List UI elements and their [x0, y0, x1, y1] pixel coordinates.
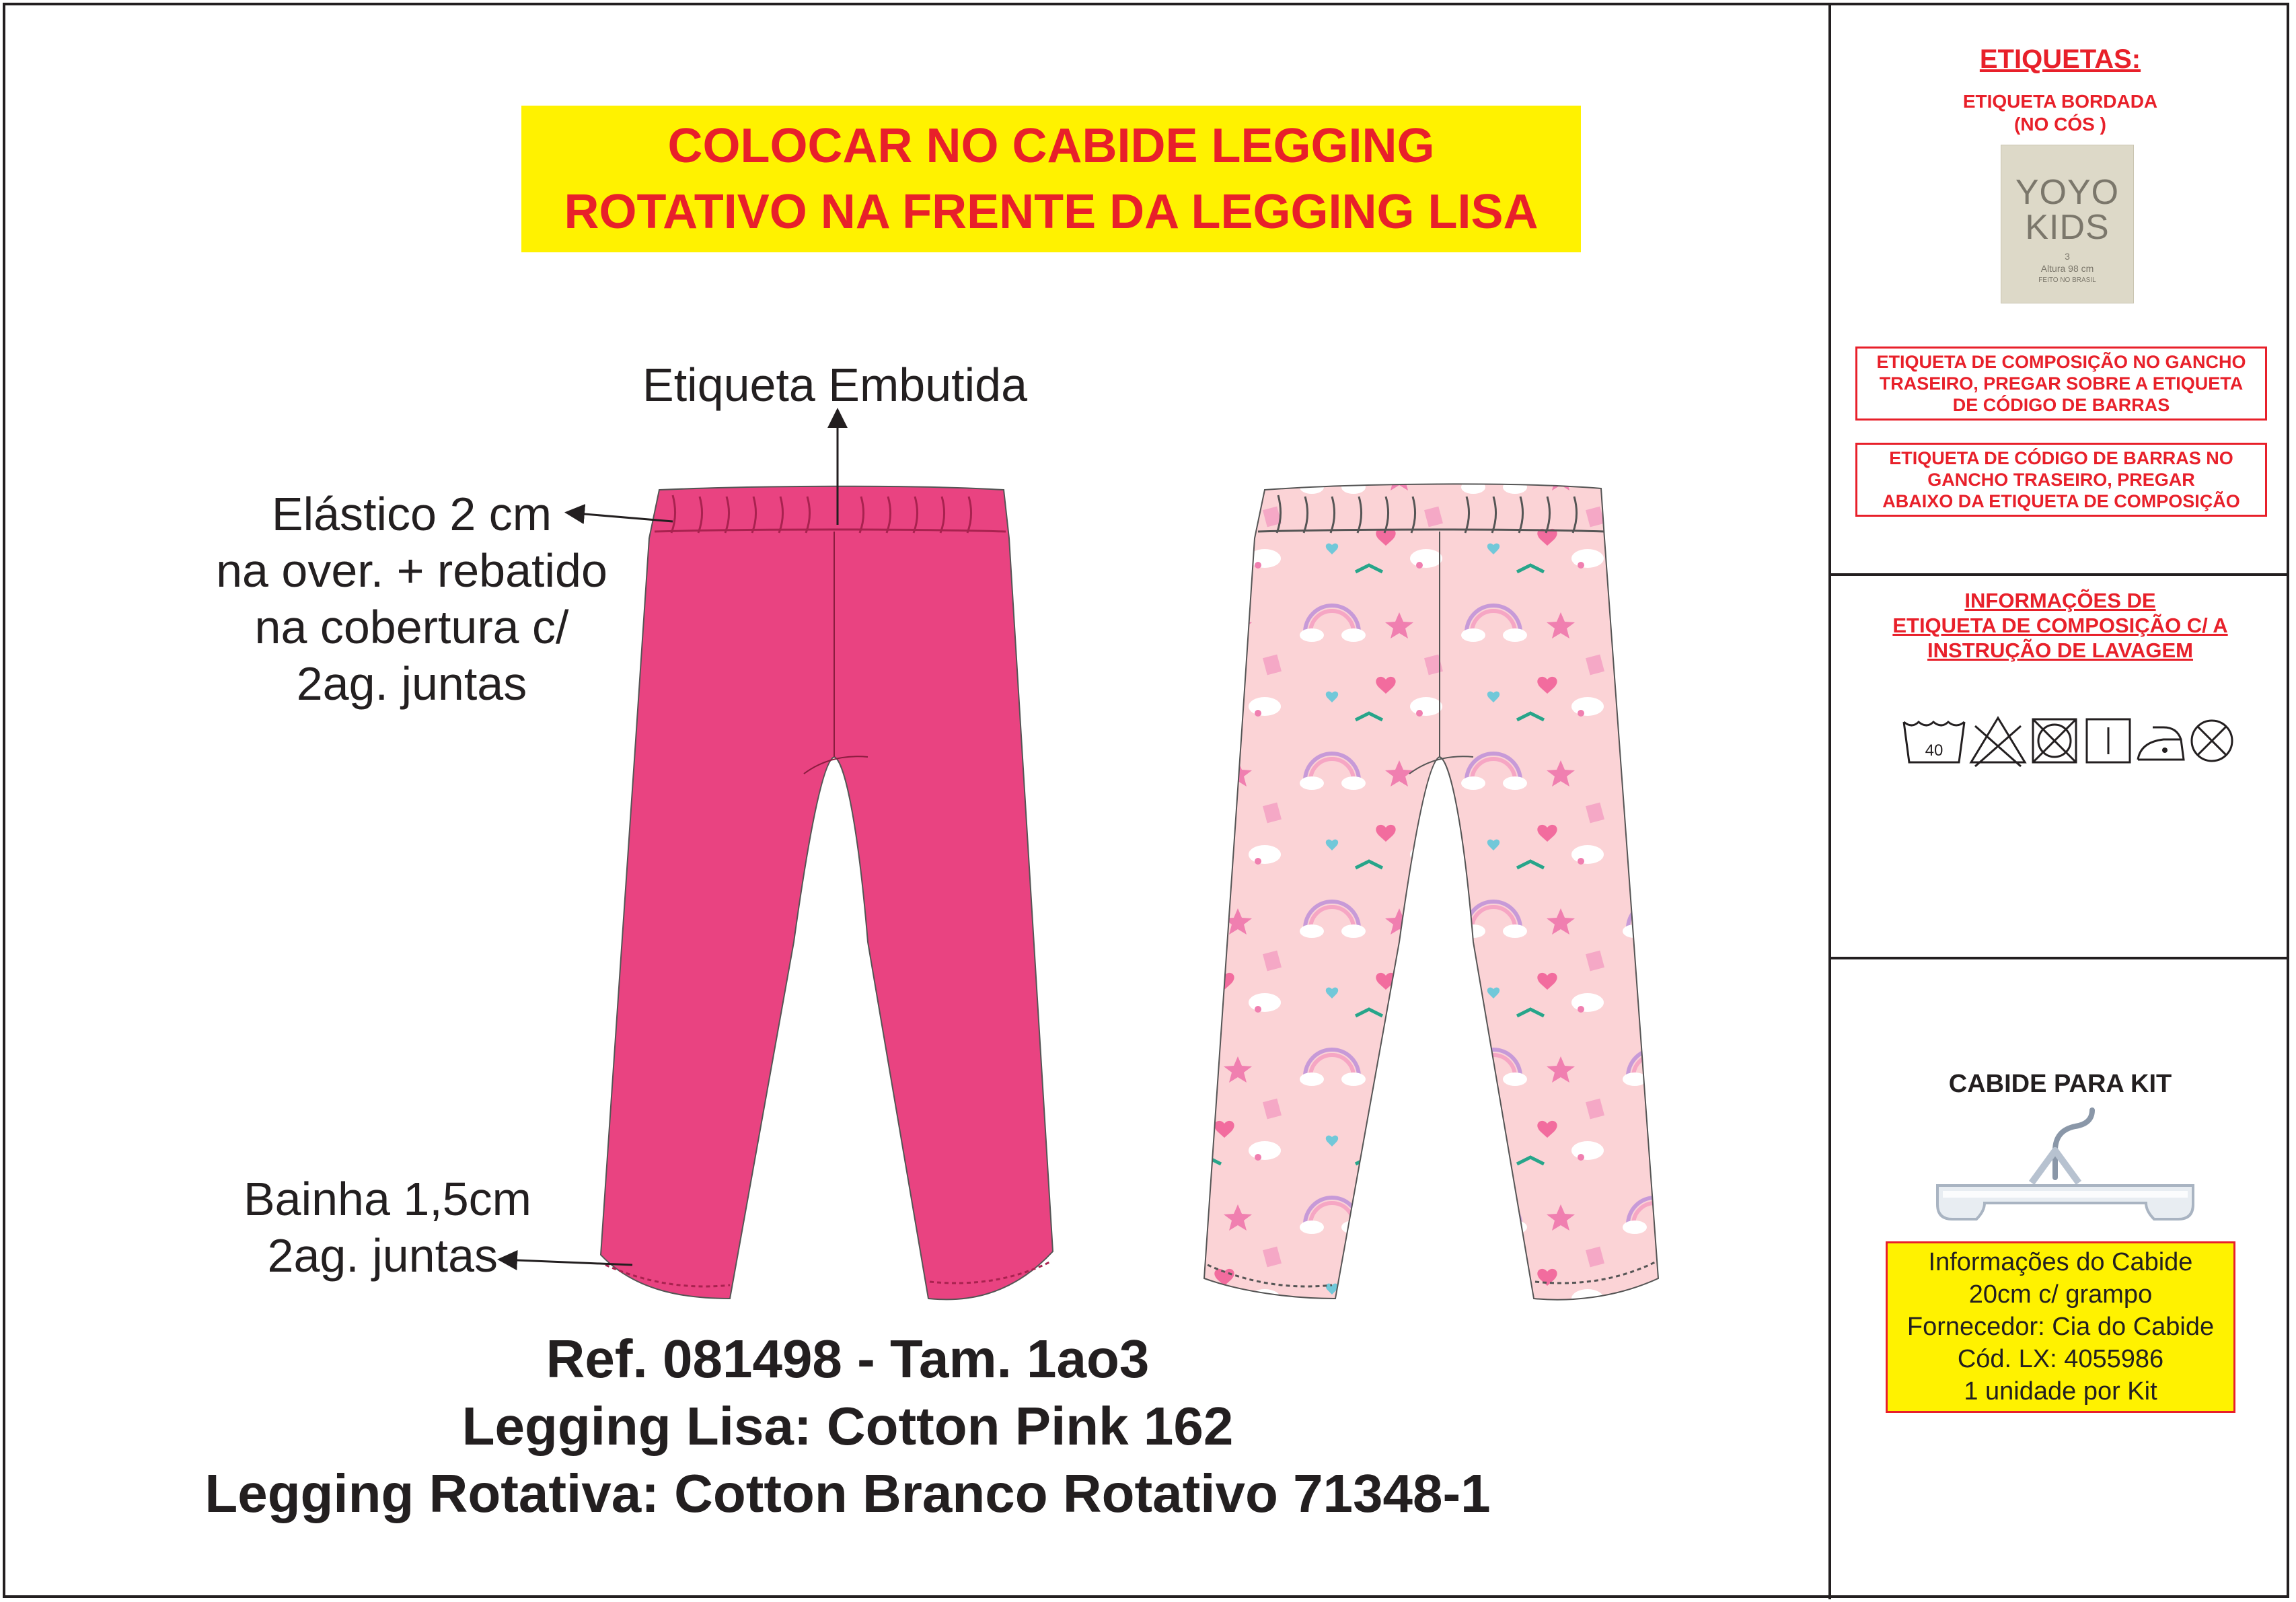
composition-label-box	[1855, 347, 2267, 421]
elastico-line-4: 2ag. juntas	[296, 657, 527, 710]
no-dry-clean-icon	[2192, 721, 2232, 761]
hanger-info-line-1: Informações do Cabide	[1928, 1248, 2193, 1276]
no-tumble-dry-icon	[2033, 719, 2076, 762]
wash-40-icon	[1904, 722, 1964, 762]
patch-origin: FEITO NO BRASIL	[2038, 277, 2096, 284]
barcode-line-2: GANCHO TRASEIRO, PREGAR	[1927, 470, 2195, 490]
hanger-info-line-5: 1 unidade por Kit	[1964, 1377, 2157, 1406]
barcode-line-3: ABAIXO DA ETIQUETA DE COMPOSIÇÃO	[1882, 491, 2240, 511]
brand-line-1: YOYO	[2015, 173, 2120, 212]
no-bleach-icon	[1971, 718, 2025, 766]
brand-line-2: KIDS	[2025, 208, 2110, 247]
elastico-line-2: na over. + rebatido	[216, 544, 607, 597]
product-spec	[101, 1325, 1594, 1527]
care-title-line-3: INSTRUÇÃO DE LAVAGEM	[1927, 639, 2193, 662]
hanger-info-line-2: 20cm c/ grampo	[1968, 1280, 2153, 1309]
etiqueta-embutida-note: Etiqueta Embutida	[642, 359, 1028, 411]
brand-label-patch	[2001, 145, 2134, 303]
pink-legging	[601, 486, 1053, 1300]
elastico-line-3: na cobertura c/	[254, 601, 569, 653]
banner-line-2: ROTATIVO NA FRENTE DA LEGGING LISA	[564, 185, 1539, 239]
legging-lisa-line: Legging Lisa: Cotton Pink 162	[461, 1396, 1234, 1456]
barcode-line-1: ETIQUETA DE CÓDIGO DE BARRAS NO	[1889, 448, 2233, 468]
care-title-line-1: INFORMAÇÕES DE	[1964, 589, 2156, 612]
care-symbols	[1901, 713, 2237, 769]
banner-line-1: COLOCAR NO CABIDE LEGGING	[667, 119, 1435, 173]
composition-line-2: TRASEIRO, PREGAR SOBRE A ETIQUETA	[1879, 373, 2244, 394]
bainha-line-1: Bainha 1,5cm	[243, 1173, 531, 1225]
composition-line-3: DE CÓDIGO DE BARRAS	[1952, 395, 2170, 415]
composition-line-1: ETIQUETA DE COMPOSIÇÃO NO GANCHO	[1876, 352, 2246, 372]
printed-legging	[1204, 484, 1658, 1299]
bainha-line-2: 2ag. juntas	[267, 1229, 498, 1282]
embroidered-line-2: (NO CÓS )	[2014, 114, 2106, 135]
hanger-info-line-3: Fornecedor: Cia do Cabide	[1906, 1313, 2215, 1341]
patch-size: 3	[2065, 251, 2070, 262]
elastico-line-1: Elástico 2 cm	[271, 488, 552, 540]
care-title-line-2: ETIQUETA DE COMPOSIÇÃO C/ A	[1892, 614, 2228, 637]
hanger-icon	[1924, 1103, 2207, 1231]
barcode-label-box	[1855, 443, 2267, 517]
embroidered-line-1: ETIQUETA BORDADA	[1962, 91, 2158, 112]
line-dry-icon	[2087, 719, 2130, 762]
care-title	[1831, 588, 2289, 663]
patch-height: Altura 98 cm	[2040, 263, 2094, 274]
iron-low-icon	[2138, 727, 2184, 760]
hanger-info-line-4: Cód. LX: 4055986	[1957, 1345, 2164, 1373]
ref-line: Ref. 081498 - Tam. 1ao3	[546, 1329, 1150, 1389]
labels-title: ETIQUETAS:	[1979, 44, 2141, 74]
wash-temp: 40	[1925, 741, 1943, 760]
hanger-title: CABIDE PARA KIT	[1948, 1070, 2172, 1098]
legging-rotativa-line: Legging Rotativa: Cotton Branco Rotativo 71348-1	[205, 1463, 1491, 1523]
embroidered-label-note	[1831, 90, 2289, 136]
hanger-info-box	[1886, 1241, 2235, 1413]
